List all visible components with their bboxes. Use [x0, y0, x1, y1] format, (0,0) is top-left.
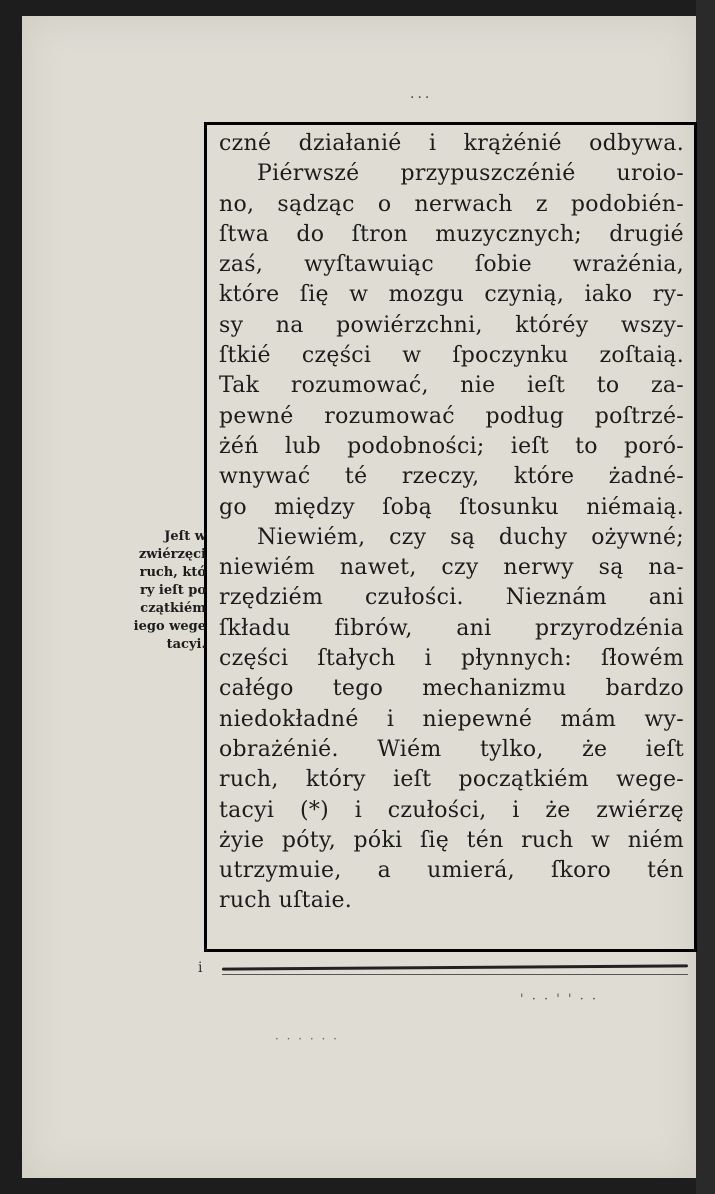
- highlighted-text-region: [204, 122, 697, 952]
- text-line: całégo tego mechanizmu bardzo: [219, 676, 684, 702]
- faint-bleedthrough: · · · · · ·: [275, 1032, 339, 1046]
- text-line: utrzymuie, a umierá, ſkoro tén: [219, 858, 684, 884]
- text-line: żyie póty, póki ſię tén ruch w niém: [219, 827, 684, 853]
- margin-note-line: Jeſt w: [164, 529, 206, 544]
- text-line: zaś, wyſtawuiąc ſobie wrażénia,: [219, 252, 684, 278]
- top-marks: ...: [410, 86, 433, 102]
- text-line: niewiém nawet, czy nerwy są na-: [219, 555, 684, 581]
- text-line: czné działanié i krążénié odbywa.: [219, 131, 684, 156]
- text-line: obrażénié. Wiém tylko, że ieſt: [219, 736, 684, 762]
- text-line: no, sądząc o nerwach z podobién-: [219, 191, 684, 217]
- text-line: tacyi (*) i czułości, i że zwiérzę: [219, 797, 684, 823]
- page-edge-shadow: [696, 0, 715, 1194]
- text-line: ſtwa do ſtron muzycznych; drugié: [219, 221, 684, 247]
- margin-note-line: czątkiém: [140, 601, 206, 616]
- text-line: Piérwszé przypuszczénié uroio-: [257, 161, 684, 187]
- margin-note-line: zwiérzęci: [138, 547, 206, 562]
- text-line: żéń lub podobności; ieſt to poró-: [219, 433, 684, 459]
- margin-note-line: ruch, któ: [139, 565, 206, 580]
- text-line: Tak rozumować, nie ieſt to za-: [219, 373, 684, 399]
- margin-note: [112, 528, 206, 654]
- text-line: ruch uſtaie.: [219, 888, 353, 914]
- footnote-rule-thin: [222, 974, 688, 975]
- text-line: Niewiém, czy są duchy ożywné;: [257, 524, 684, 550]
- margin-note-line: tacyi.: [166, 637, 206, 652]
- text-line: niedokładné i niepewné mám wy-: [219, 706, 684, 732]
- text-line: części ſtałych i płynnych: ſłowém: [219, 646, 684, 672]
- text-line: ſkładu fibrów, ani przyrodzénia: [219, 615, 684, 641]
- text-line: wnywać té rzeczy, które żadné-: [219, 464, 684, 490]
- text-line: sy na powiérzchni, któréy wszy-: [219, 312, 684, 338]
- text-line: ruch, który ieſt początkiém wege-: [219, 767, 684, 793]
- text-line: go między ſobą ſtosunku niémaią.: [219, 494, 684, 520]
- text-line: pewné rozumować podług poſtrzé-: [219, 403, 684, 429]
- text-line: ſtkié części w ſpoczynku zoſtaią.: [219, 343, 684, 369]
- text-line: rzędziém czułości. Nieznám ani: [219, 585, 684, 611]
- margin-note-line: ry ieſt po: [139, 583, 206, 598]
- margin-note-line: iego wege: [133, 619, 206, 634]
- footer-mark: i: [198, 960, 203, 976]
- faint-bleedthrough: ' · · ' ' · ·: [520, 992, 599, 1007]
- text-line: które ſię w mozgu czynią, iako ry-: [219, 282, 684, 308]
